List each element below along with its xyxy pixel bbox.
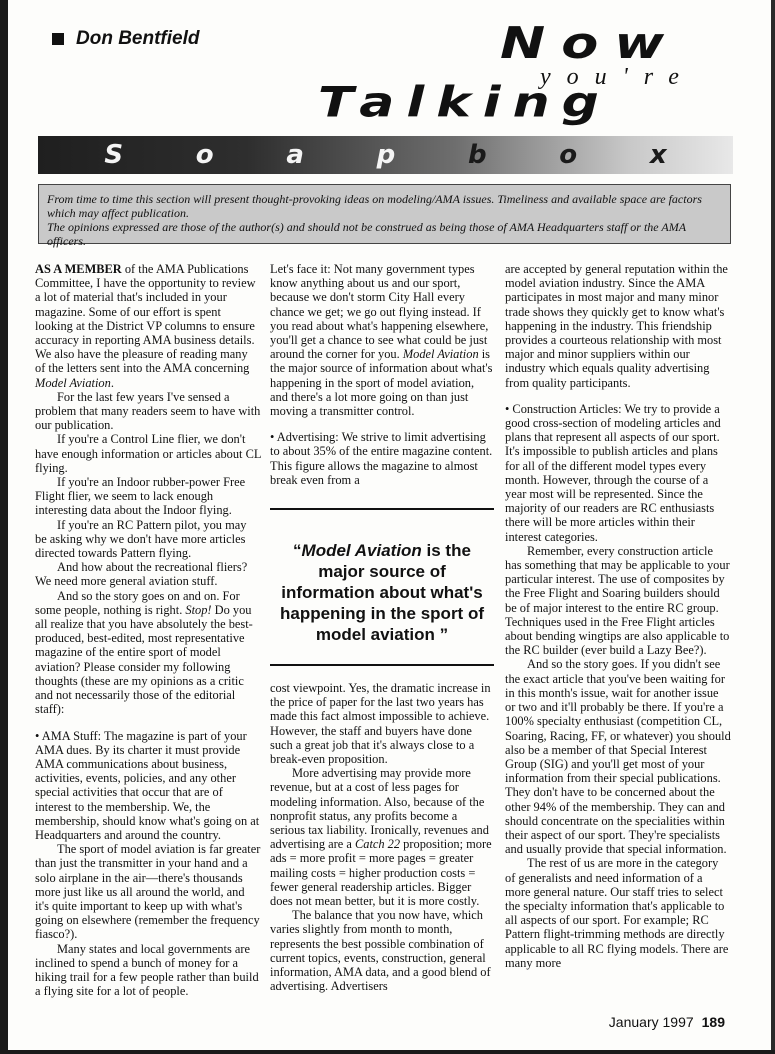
article-column-3 [505,262,731,970]
page-number: 189 [701,1014,725,1030]
soapbox-letter: o [195,140,214,170]
paragraph: are accepted by general reputation within the model aviation industry. Since the AMA participates in most major and many minor trade shows they quickly get to know what's happening in the industry. This friendship provides a courteous relationship with most major and minor suppliers within our industry which equals quality advertising from quality participants. [505,262,728,390]
article-column-1 [35,262,261,998]
paragraph: Remember, every construction article has something that may be applicable to your particular interest. The use of composites by the Free Flight and Soaring builders should be of major interest to the entire RC group. Techniques used in the Free Flight articles about bending wingtips are also applicable to the RC builder (ever build a Lazy Bee?). [505,543,730,658]
soapbox-letter: a [286,140,304,170]
text-run: Let's face it: Not many government types know anything about us and our sport, because we don't storm City Hall every chance we get; we go out flying instead. If you read about what's happening elsewhere, you'll get a chance to see what could be just around the corner for you. [270,262,489,362]
pull-quote-text: is the major source of information about what's happening in the sport of model aviation [280,541,484,644]
soapbox-letter: b [467,140,487,170]
emphasis: Stop! [185,602,212,617]
page-footer [609,1014,725,1030]
magazine-title: Model Aviation [402,347,479,362]
paragraph: • Construction Articles: We try to provide a good cross-section of modeling articles and plans that represent all aspects of our sport. It's impossible to publish articles and plans for all of the different model types every month. However, through the course of a year most will be represented. Since the majority of our readers are RC enthusiasts there will be more articles within their interest categories. [505,401,721,544]
title-talking: Talking [318,78,611,127]
paragraph: The balance that you now have, which varies slightly from month to month, represents the best possible combination of current topics, events, construction, general information, AMA data, and a good blend of advertising. Advertisers [270,908,491,994]
paragraph: cost viewpoint. Yes, the dramatic increase in the price of paper for the last two years has made this fact almost impossible to achieve. However, the staff and buyers have done such a great job that it's always close to a break-even proposition. [270,681,491,767]
paragraph [270,766,494,908]
text-run: proposition; more ads = more profit = more pages = greater mailing costs = higher production costs = fewer general readership articles. Bigger does not mean better, but it is more costly. [270,837,492,909]
soapbox-letter: x [649,140,667,170]
paragraph: • AMA Stuff: The magazine is part of your AMA dues. By its charter it must provide AMA communications about business, activities, events, policies, and any other special activities that occur that are of interest to the membership. We, the membership, should know what's going on at Headquarters and around the country. [35,728,260,842]
soapbox-letter: p [376,140,396,170]
pull-quote-rule-bottom [270,664,494,666]
paragraph: If you're an Indoor rubber-power Free Flight flier, we seem to lack enough interesting data about the Indoor flying. [35,475,246,518]
pull-quote-rule-top [270,508,494,510]
text-run: More advertising may provide more revenue, but at a cost of less pages for modeling information. Also, because of the nonprofit status, any profits become a serious tax liability. Ironically, revenues and advertising are a [270,766,489,852]
scan-border-bottom [0,1050,775,1054]
paragraph [35,589,261,717]
paragraph: The sport of model aviation is far greater than just the transmitter in your hand and a solo airplane in the air—there's thousands more just like us all around the world, and it's quite important to keep up with what's going on elsewhere (remember the frequency fiasco?). [35,842,261,942]
paragraph [270,262,494,418]
text-run: And so the story goes on and on. For some people, nothing is right. [35,588,240,617]
magazine-title: Model Aviation [35,375,111,390]
paragraph: And so the story goes. If you didn't see the exact article that you've been waiting for in this month's issue, wait for another issue or two and it'll probably be there. If you're a 100% specialty enthusiast (competition CL, Soaring, Racing, FF, or whatever) you should also be a member of that Special Interest Group (SIG) and you'll get most of your information from their special publications. They don't have to be concerned about the other 94% of the membership. They can and should concentrate on the specialities within their aspect of our sport. They're specialists and usually provide that special information. [505,657,731,857]
article-column-2-top [270,262,494,487]
paragraph: Many states and local governments are inclined to spend a bunch of money for a hiking trail for a few people rather than build a flying site for a lot of people. [35,941,259,999]
soapbox-banner [38,136,733,174]
scan-border-right [771,0,775,1054]
lead-in: AS A MEMBER [35,262,122,276]
intro-line: The opinions expressed are those of the author(s) and should not be construed as being those of AMA Headquarters staff or the AMA officers. [47,220,686,248]
paragraph: If you're an RC Pattern pilot, you may be asking why we don't have more articles directed towards Pattern flying. [35,517,247,561]
scan-border-left [0,0,8,1054]
text-run: Do you all realize that you have absolutely the best-produced, best-edited, most representative magazine of the entire sport of model aviation? Please consider my following thoughts (these are my opinions as a critic and not necessarily those of the editorial staff): [35,602,253,717]
square-bullet-icon [52,33,64,45]
author-byline [52,28,200,50]
pull-quote-emphasis: Model Aviation [301,541,422,560]
pull-quote: “Model Aviation is the major source of information about what's happening in the sport of model aviation ” [280,541,484,644]
text-run: is the major source of information about what's happening in the sport of model aviation, and there's a lot more going on than just moving a transmitter control. [270,347,493,419]
author-name: Don Bentfield [76,28,200,49]
paragraph: The rest of us are more in the category of generalists and need information of a more general nature. Our staff tries to select the specialty information that's applicable to all aspects of our sport. For example; RC Pattern flight-trimming methods are directly applicable to all RC flying models. There are many more [505,856,729,970]
issue-date: January 1997 [608,1014,694,1030]
title-now: Now [500,18,681,69]
soapbox-letter: S [104,140,124,170]
title-youre: you're [540,64,695,90]
text-run: of the AMA Publications Committee, I have the opportunity to review a lot of material that's included in your magazine. Some of our effort is spent looking at the District VP columns to ensure accuracy in reporting AMA business details. We also have the pleasure of reading many of the letters sent into the AMA concerning [35,262,256,376]
article-column-2-bottom [270,681,494,993]
paragraph: • Advertising: We strive to limit advertising to about 35% of the entire magazine content. This figure allows the magazine to almost break even from a [270,430,493,487]
paragraph [35,262,261,390]
paragraph: For the last few years I've sensed a problem that many readers seem to have with our publication. [35,389,261,433]
intro-box [38,184,731,248]
soapbox-letter: o [559,140,578,170]
text-run: . [110,375,114,390]
intro-line: From time to time this section will present thought-provoking ideas on modeling/AMA issues. Timeliness and available space are factors which may affect publication. [47,192,702,220]
paragraph: And how about the recreational fliers? We need more general aviation stuff. [35,560,248,589]
emphasis: Catch 22 [354,837,401,852]
paragraph: If you're a Control Line flier, we don't have enough information or articles about CL flying. [35,432,261,475]
